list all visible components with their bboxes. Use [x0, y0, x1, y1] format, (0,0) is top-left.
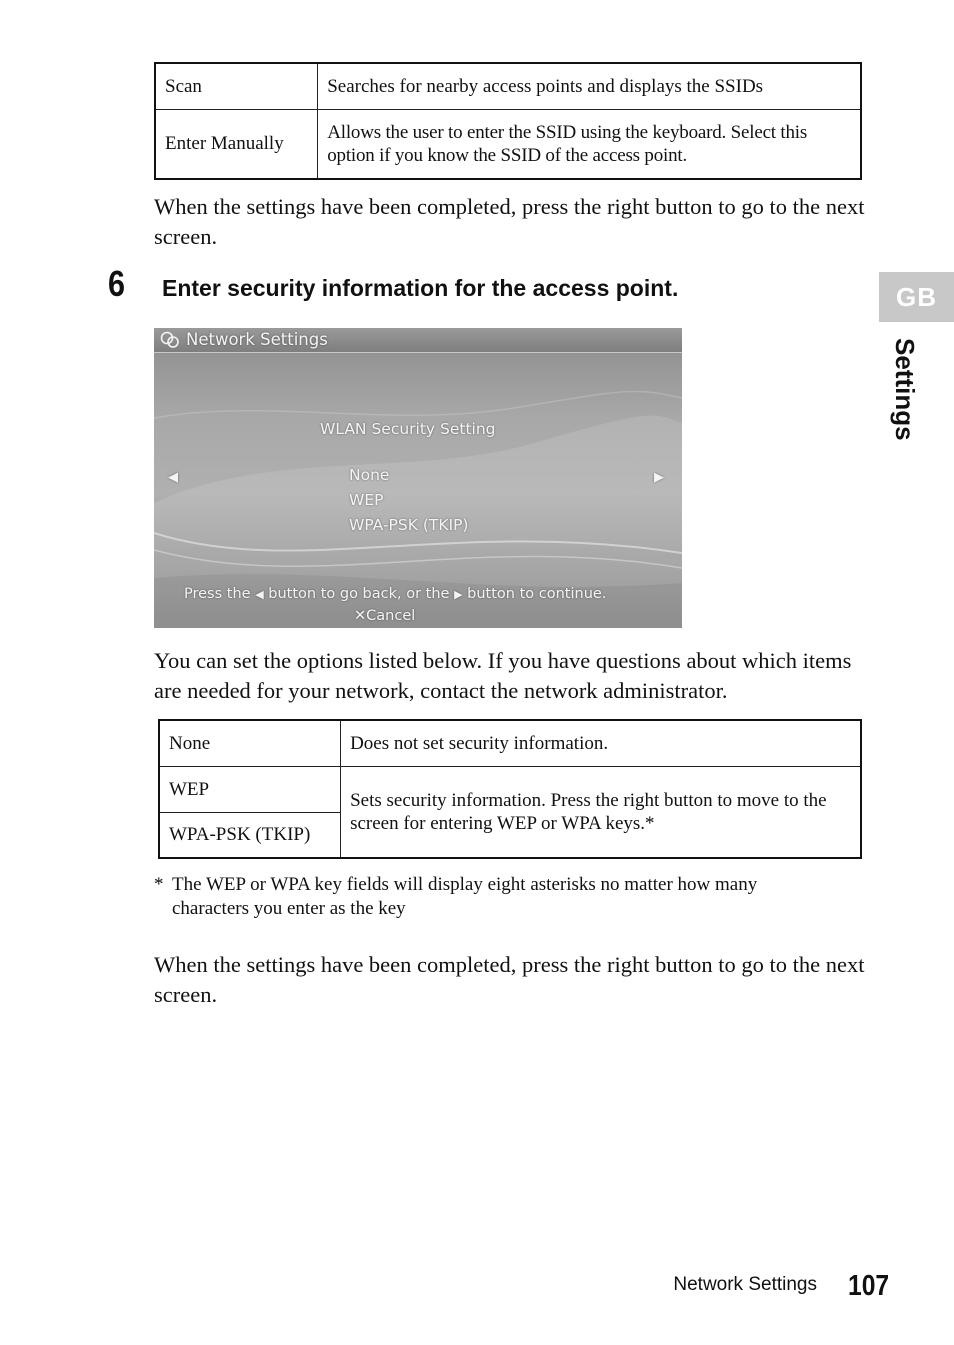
menu-item-wep[interactable]: WEP: [349, 491, 384, 509]
option-name: WEP: [159, 766, 341, 812]
cross-icon: ✕: [354, 608, 367, 624]
cancel-button[interactable]: [354, 606, 415, 626]
left-button-icon: ◀: [255, 588, 264, 601]
hint-middle: button to go back, or the: [268, 586, 450, 602]
footnote-mark: *: [154, 874, 164, 895]
option-name: WPA-PSK (TKIP): [159, 812, 341, 858]
option-description: Allows the user to enter the SSID using the keyboard. Select this option if you know the SSID of the access point.: [318, 109, 861, 179]
menu-item-none[interactable]: None: [349, 466, 390, 484]
ssid-options-table: [154, 62, 862, 180]
page-number: 107: [848, 1270, 890, 1302]
section-label: Settings: [890, 338, 920, 441]
psp-screenshot: [154, 328, 682, 628]
hint-prefix: Press the: [184, 586, 251, 602]
option-description: Searches for nearby access points and displays the SSIDs: [318, 63, 861, 109]
language-tab: GB: [879, 272, 954, 322]
option-description: Sets security information. Press the right button to move to the screen for entering WEP or WPA keys.*: [341, 766, 861, 858]
table-row: [159, 766, 861, 812]
table-row: [155, 109, 861, 179]
network-settings-icon: [160, 331, 180, 349]
right-arrow-icon[interactable]: ▶: [654, 470, 664, 485]
hint-suffix: button to continue.: [467, 586, 607, 602]
security-options-table: [158, 719, 862, 859]
screen-heading: WLAN Security Setting: [320, 420, 496, 438]
screen-header-title: Network Settings: [186, 330, 328, 349]
table-row: [155, 63, 861, 109]
option-name: Enter Manually: [155, 109, 318, 179]
table-row: [159, 720, 861, 766]
option-name: Scan: [155, 63, 318, 109]
footer-section-name: Network Settings: [673, 1274, 817, 1295]
step-title: Enter security information for the access point.: [162, 275, 679, 301]
instruction-paragraph: When the settings have been completed, press the right button to go to the next screen.: [154, 952, 865, 1007]
step-number: 6: [108, 263, 126, 304]
right-button-icon: ▶: [454, 588, 463, 601]
wave-background: [154, 328, 682, 628]
menu-item-wpa-psk[interactable]: WPA-PSK (TKIP): [349, 516, 469, 534]
option-description: Does not set security information.: [341, 720, 861, 766]
left-arrow-icon[interactable]: ◀: [168, 470, 178, 485]
option-name: None: [159, 720, 341, 766]
options-paragraph: You can set the options listed below. If you have questions about which items are needed for your network, contact the network administrator.: [154, 648, 852, 703]
instruction-paragraph: When the settings have been completed, press the right button to go to the next screen.: [154, 194, 865, 249]
navigation-hint: [184, 584, 606, 605]
footnote-text: The WEP or WPA key fields will display eight asterisks no matter how many characters you enter as the key: [172, 874, 758, 919]
cancel-label: Cancel: [366, 608, 416, 624]
